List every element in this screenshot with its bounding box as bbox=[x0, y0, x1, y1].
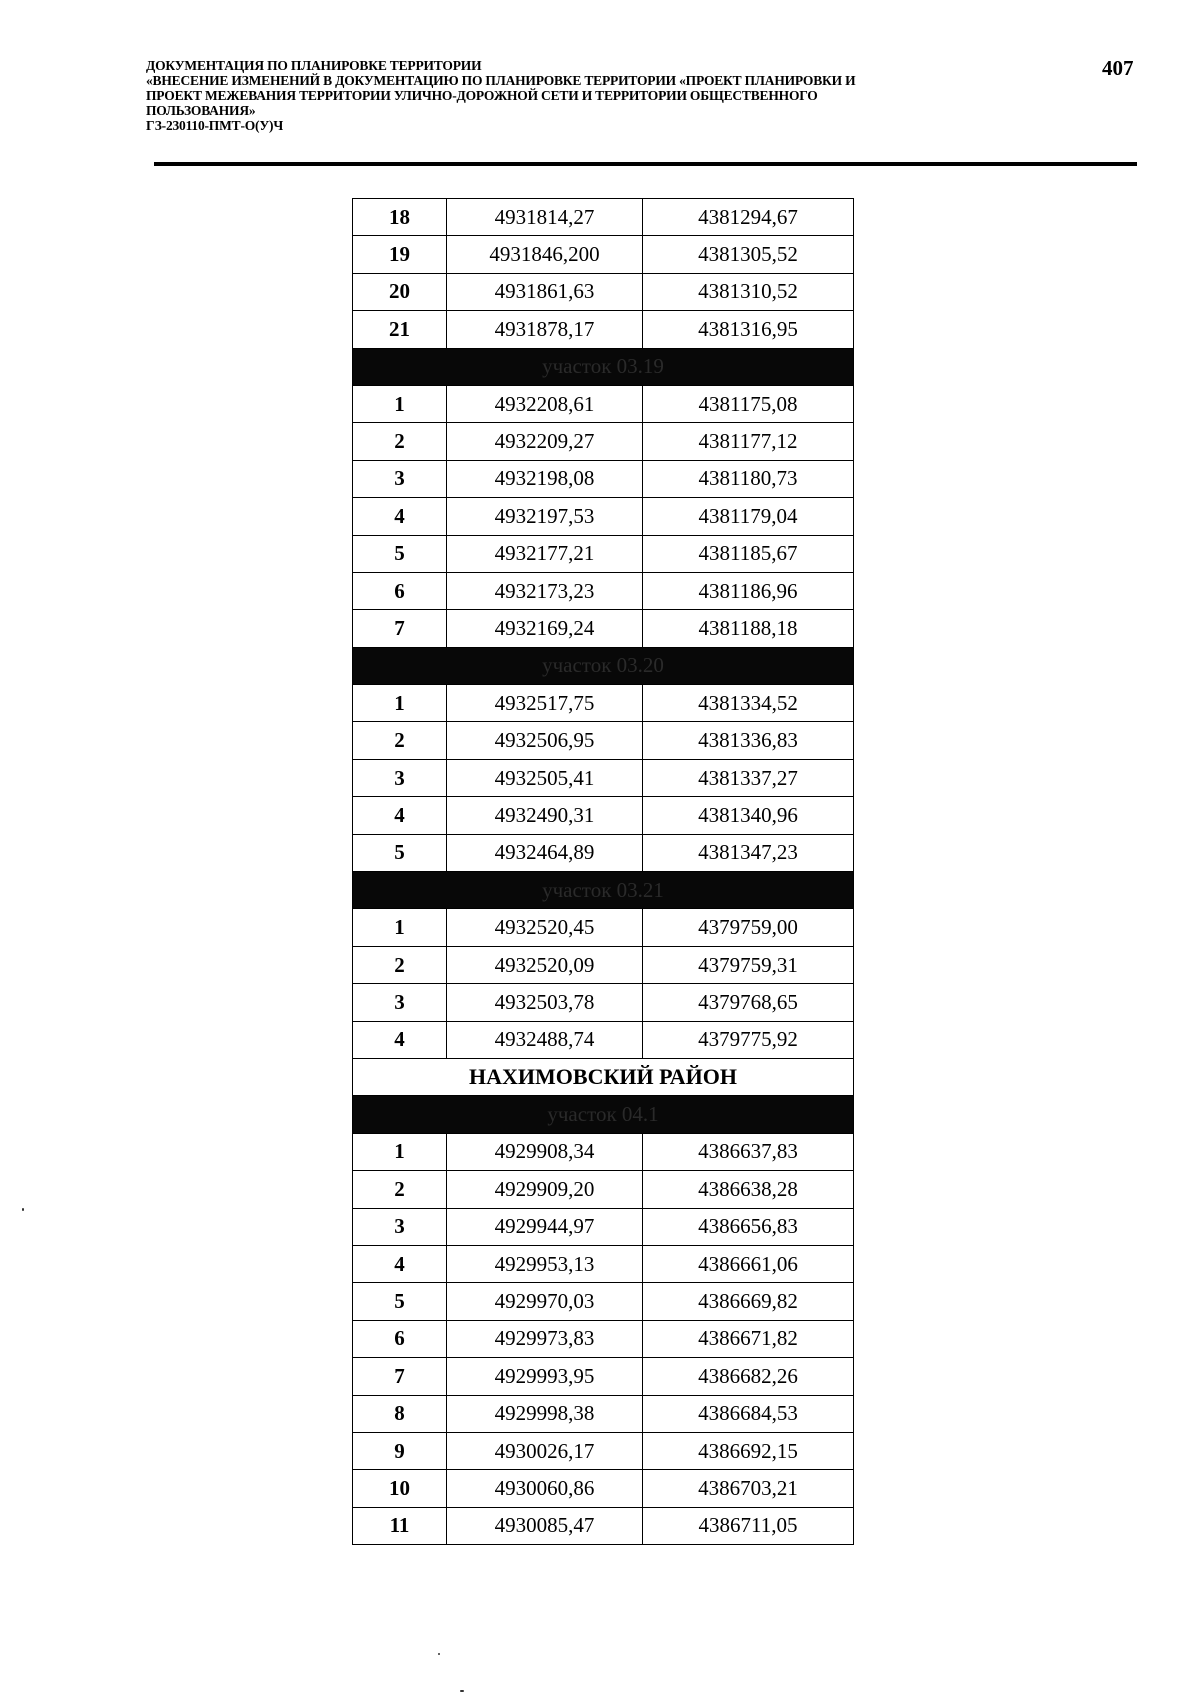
district-header-row bbox=[353, 1058, 854, 1095]
point-number-cell: 1 bbox=[353, 685, 447, 722]
section-header-row bbox=[353, 647, 854, 684]
point-number-cell: 21 bbox=[353, 311, 447, 348]
point-number-cell: 5 bbox=[353, 834, 447, 871]
y-coordinate-cell: 4379759,00 bbox=[643, 909, 854, 946]
page-number: 407 bbox=[1102, 56, 1134, 80]
x-coordinate-cell: 4929998,38 bbox=[447, 1395, 643, 1432]
table-row bbox=[353, 984, 854, 1021]
point-number-cell: 19 bbox=[353, 236, 447, 273]
x-coordinate-cell: 4932209,27 bbox=[447, 423, 643, 460]
section-label: участок 03.19 bbox=[353, 348, 854, 385]
x-coordinate-cell: 4932517,75 bbox=[447, 685, 643, 722]
point-number-cell: 7 bbox=[353, 610, 447, 647]
table-row bbox=[353, 759, 854, 796]
y-coordinate-cell: 4381294,67 bbox=[643, 199, 854, 236]
point-number-cell: 4 bbox=[353, 1245, 447, 1282]
point-number-cell: 6 bbox=[353, 572, 447, 609]
y-coordinate-cell: 4381336,83 bbox=[643, 722, 854, 759]
table-row bbox=[353, 722, 854, 759]
point-number-cell: 6 bbox=[353, 1320, 447, 1357]
x-coordinate-cell: 4930085,47 bbox=[447, 1507, 643, 1544]
x-coordinate-cell: 4929944,97 bbox=[447, 1208, 643, 1245]
table-row bbox=[353, 1395, 854, 1432]
point-number-cell: 4 bbox=[353, 1021, 447, 1058]
point-number-cell: 3 bbox=[353, 759, 447, 796]
y-coordinate-cell: 4381310,52 bbox=[643, 273, 854, 310]
x-coordinate-cell: 4932169,24 bbox=[447, 610, 643, 647]
header-line: ДОКУМЕНТАЦИЯ ПО ПЛАНИРОВКЕ ТЕРРИТОРИИ bbox=[146, 58, 482, 73]
point-number-cell: 2 bbox=[353, 423, 447, 460]
point-number-cell: 4 bbox=[353, 498, 447, 535]
y-coordinate-cell: 4379759,31 bbox=[643, 946, 854, 983]
y-coordinate-cell: 4381180,73 bbox=[643, 460, 854, 497]
point-number-cell: 7 bbox=[353, 1358, 447, 1395]
x-coordinate-cell: 4931814,27 bbox=[447, 199, 643, 236]
table-row bbox=[353, 1208, 854, 1245]
point-number-cell: 10 bbox=[353, 1470, 447, 1507]
header-line: ПРОЕКТ МЕЖЕВАНИЯ ТЕРРИТОРИИ УЛИЧНО-ДОРОЖНОЙ СЕТИ И ТЕРРИТОРИИ ОБЩЕСТВЕННОГО bbox=[146, 88, 818, 103]
section-label: участок 04.1 bbox=[353, 1096, 854, 1133]
point-number-cell: 5 bbox=[353, 535, 447, 572]
point-number-cell: 5 bbox=[353, 1283, 447, 1320]
header-rule bbox=[154, 162, 1137, 166]
point-number-cell: 2 bbox=[353, 1171, 447, 1208]
x-coordinate-cell: 4932505,41 bbox=[447, 759, 643, 796]
table-row bbox=[353, 797, 854, 834]
table-row bbox=[353, 273, 854, 310]
x-coordinate-cell: 4929908,34 bbox=[447, 1133, 643, 1170]
section-label: участок 03.20 bbox=[353, 647, 854, 684]
table-row bbox=[353, 1021, 854, 1058]
point-number-cell: 2 bbox=[353, 946, 447, 983]
point-number-cell: 3 bbox=[353, 460, 447, 497]
x-coordinate-cell: 4931861,63 bbox=[447, 273, 643, 310]
y-coordinate-cell: 4379768,65 bbox=[643, 984, 854, 1021]
y-coordinate-cell: 4381179,04 bbox=[643, 498, 854, 535]
header-line: ГЗ-230110-ПМТ-О(У)Ч bbox=[146, 118, 284, 133]
table-row bbox=[353, 311, 854, 348]
y-coordinate-cell: 4386692,15 bbox=[643, 1432, 854, 1469]
y-coordinate-cell: 4381334,52 bbox=[643, 685, 854, 722]
document-header bbox=[146, 58, 1046, 133]
y-coordinate-cell: 4381340,96 bbox=[643, 797, 854, 834]
x-coordinate-cell: 4932208,61 bbox=[447, 385, 643, 422]
table-row bbox=[353, 535, 854, 572]
section-header-row bbox=[353, 348, 854, 385]
table-row bbox=[353, 572, 854, 609]
point-number-cell: 9 bbox=[353, 1432, 447, 1469]
x-coordinate-cell: 4932506,95 bbox=[447, 722, 643, 759]
y-coordinate-cell: 4381188,18 bbox=[643, 610, 854, 647]
point-number-cell: 8 bbox=[353, 1395, 447, 1432]
x-coordinate-cell: 4929970,03 bbox=[447, 1283, 643, 1320]
y-coordinate-cell: 4379775,92 bbox=[643, 1021, 854, 1058]
y-coordinate-cell: 4381175,08 bbox=[643, 385, 854, 422]
x-coordinate-cell: 4929973,83 bbox=[447, 1320, 643, 1357]
table-row bbox=[353, 946, 854, 983]
table-row bbox=[353, 610, 854, 647]
x-coordinate-cell: 4932503,78 bbox=[447, 984, 643, 1021]
y-coordinate-cell: 4386684,53 bbox=[643, 1395, 854, 1432]
header-line: ПОЛЬЗОВАНИЯ» bbox=[146, 103, 256, 118]
y-coordinate-cell: 4381186,96 bbox=[643, 572, 854, 609]
table-row bbox=[353, 1470, 854, 1507]
point-number-cell: 4 bbox=[353, 797, 447, 834]
table-row bbox=[353, 1171, 854, 1208]
coordinates-table bbox=[352, 198, 854, 1545]
x-coordinate-cell: 4932488,74 bbox=[447, 1021, 643, 1058]
x-coordinate-cell: 4932520,09 bbox=[447, 946, 643, 983]
section-header-row bbox=[353, 1096, 854, 1133]
table-row bbox=[353, 909, 854, 946]
table-row bbox=[353, 460, 854, 497]
section-header-row bbox=[353, 872, 854, 909]
table-row bbox=[353, 1133, 854, 1170]
y-coordinate-cell: 4381316,95 bbox=[643, 311, 854, 348]
scan-speck bbox=[438, 1653, 440, 1655]
table-row bbox=[353, 1507, 854, 1544]
table-row bbox=[353, 1432, 854, 1469]
y-coordinate-cell: 4381347,23 bbox=[643, 834, 854, 871]
x-coordinate-cell: 4932173,23 bbox=[447, 572, 643, 609]
y-coordinate-cell: 4386711,05 bbox=[643, 1507, 854, 1544]
y-coordinate-cell: 4381305,52 bbox=[643, 236, 854, 273]
y-coordinate-cell: 4386638,28 bbox=[643, 1171, 854, 1208]
x-coordinate-cell: 4932177,21 bbox=[447, 535, 643, 572]
table-row bbox=[353, 1320, 854, 1357]
coordinates-table-body bbox=[353, 199, 854, 1545]
table-row bbox=[353, 498, 854, 535]
x-coordinate-cell: 4931846,200 bbox=[447, 236, 643, 273]
x-coordinate-cell: 4932520,45 bbox=[447, 909, 643, 946]
y-coordinate-cell: 4386661,06 bbox=[643, 1245, 854, 1282]
x-coordinate-cell: 4929993,95 bbox=[447, 1358, 643, 1395]
point-number-cell: 1 bbox=[353, 1133, 447, 1170]
section-label: участок 03.21 bbox=[353, 872, 854, 909]
x-coordinate-cell: 4931878,17 bbox=[447, 311, 643, 348]
x-coordinate-cell: 4932197,53 bbox=[447, 498, 643, 535]
scan-speck bbox=[22, 1208, 24, 1211]
point-number-cell: 3 bbox=[353, 984, 447, 1021]
table-row bbox=[353, 834, 854, 871]
table-row bbox=[353, 423, 854, 460]
table-row bbox=[353, 1358, 854, 1395]
y-coordinate-cell: 4381337,27 bbox=[643, 759, 854, 796]
point-number-cell: 3 bbox=[353, 1208, 447, 1245]
y-coordinate-cell: 4386656,83 bbox=[643, 1208, 854, 1245]
table-row bbox=[353, 385, 854, 422]
y-coordinate-cell: 4381185,67 bbox=[643, 535, 854, 572]
y-coordinate-cell: 4386671,82 bbox=[643, 1320, 854, 1357]
y-coordinate-cell: 4386637,83 bbox=[643, 1133, 854, 1170]
point-number-cell: 2 bbox=[353, 722, 447, 759]
district-label: НАХИМОВСКИЙ РАЙОН bbox=[353, 1058, 854, 1095]
x-coordinate-cell: 4929953,13 bbox=[447, 1245, 643, 1282]
table-row bbox=[353, 236, 854, 273]
point-number-cell: 20 bbox=[353, 273, 447, 310]
table-row bbox=[353, 1283, 854, 1320]
table-row bbox=[353, 1245, 854, 1282]
point-number-cell: 1 bbox=[353, 909, 447, 946]
scan-speck bbox=[460, 1690, 464, 1692]
x-coordinate-cell: 4929909,20 bbox=[447, 1171, 643, 1208]
x-coordinate-cell: 4930060,86 bbox=[447, 1470, 643, 1507]
point-number-cell: 18 bbox=[353, 199, 447, 236]
point-number-cell: 1 bbox=[353, 385, 447, 422]
header-line: «ВНЕСЕНИЕ ИЗМЕНЕНИЙ В ДОКУМЕНТАЦИЮ ПО ПЛАНИРОВКЕ ТЕРРИТОРИИ «ПРОЕКТ ПЛАНИРОВКИ И bbox=[146, 73, 856, 88]
y-coordinate-cell: 4386682,26 bbox=[643, 1358, 854, 1395]
y-coordinate-cell: 4386669,82 bbox=[643, 1283, 854, 1320]
x-coordinate-cell: 4930026,17 bbox=[447, 1432, 643, 1469]
y-coordinate-cell: 4386703,21 bbox=[643, 1470, 854, 1507]
table-row bbox=[353, 685, 854, 722]
y-coordinate-cell: 4381177,12 bbox=[643, 423, 854, 460]
x-coordinate-cell: 4932198,08 bbox=[447, 460, 643, 497]
x-coordinate-cell: 4932464,89 bbox=[447, 834, 643, 871]
x-coordinate-cell: 4932490,31 bbox=[447, 797, 643, 834]
point-number-cell: 11 bbox=[353, 1507, 447, 1544]
table-row bbox=[353, 199, 854, 236]
